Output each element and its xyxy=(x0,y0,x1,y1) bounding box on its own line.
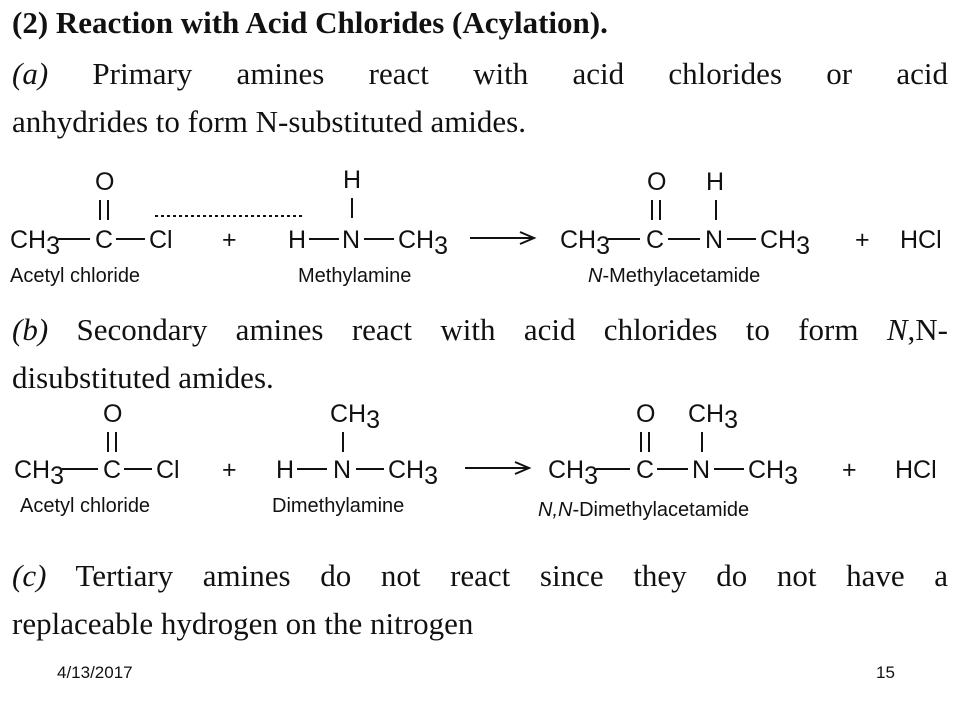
methyl-group: CH3 xyxy=(398,226,449,260)
methyl-group: CH3 xyxy=(14,456,65,490)
hydrogen-chloride: HCl xyxy=(895,456,937,484)
carbonyl-carbon: C xyxy=(636,456,655,484)
compound-name-nn-dimethylacetamide: N,N-Dimethylacetamide xyxy=(538,499,750,521)
compound-name-n-methylacetamide: N-Methylacetamide xyxy=(588,265,761,287)
methyl-group: CH3 xyxy=(760,226,811,260)
hydrogen-atom: H xyxy=(706,168,725,196)
nitrogen-atom: N xyxy=(692,456,711,484)
paragraph-b-ending: N,N- xyxy=(886,312,948,347)
oxygen-atom: O xyxy=(636,400,656,428)
methyl-group: CH3 xyxy=(748,456,799,490)
nitrogen-atom: N xyxy=(342,226,361,254)
slide-title: (2) Reaction with Acid Chlorides (Acylation). xyxy=(12,5,608,40)
methyl-group: CH3 xyxy=(688,400,739,434)
paragraph-b-text: Secondary amines react with acid chlorides to form xyxy=(76,312,859,347)
methyl-group: CH3 xyxy=(10,226,61,260)
hydrogen-chloride: HCl xyxy=(900,226,942,254)
methyl-group: CH3 xyxy=(560,226,611,260)
paragraph-c-text: Tertiary amines do not react since they do not have a xyxy=(75,558,948,593)
paragraph-b-line2: disubstituted amides. xyxy=(12,360,274,395)
reaction-scheme-acetyl-dimethylamine xyxy=(0,396,960,536)
paragraph-a-line2: anhydrides to form N-substituted amides. xyxy=(12,104,526,139)
hydrogen-atom: H xyxy=(288,226,307,254)
paragraph-a-line1 xyxy=(12,50,948,98)
paragraph-b-line1 xyxy=(12,306,948,354)
paragraph-c-line1 xyxy=(12,552,948,600)
plus-sign: + xyxy=(842,456,857,484)
plus-sign: + xyxy=(855,226,870,254)
oxygen-atom: O xyxy=(647,168,667,196)
plus-sign: + xyxy=(222,456,237,484)
paragraph-secondary-amines xyxy=(12,306,948,402)
hydrogen-atom: H xyxy=(343,166,362,194)
methyl-group: CH3 xyxy=(548,456,599,490)
compound-name-methylamine: Methylamine xyxy=(298,265,412,287)
hydrogen-atom: H xyxy=(276,456,295,484)
chlorine-atom: Cl xyxy=(156,456,180,484)
paragraph-a-label: (a) xyxy=(12,56,49,91)
reaction-scheme-acetyl-methylamine xyxy=(0,160,960,300)
methyl-group: CH3 xyxy=(388,456,439,490)
paragraph-c-label: (c) xyxy=(12,558,47,593)
paragraph-tertiary-amines xyxy=(12,552,948,648)
compound-name-dimethylamine: Dimethylamine xyxy=(272,495,405,517)
plus-sign: + xyxy=(222,226,237,254)
paragraph-c-line2: replaceable hydrogen on the nitrogen xyxy=(12,606,474,641)
paragraph-a-text: Primary amines react with acid chlorides or acid xyxy=(92,56,948,91)
compound-name-acetyl-chloride: Acetyl chloride xyxy=(20,495,151,517)
methyl-group: CH3 xyxy=(330,400,381,434)
oxygen-atom: O xyxy=(95,168,115,196)
paragraph-primary-amines xyxy=(12,50,948,146)
nitrogen-atom: N xyxy=(333,456,352,484)
carbonyl-carbon: C xyxy=(646,226,665,254)
paragraph-b-label: (b) xyxy=(12,312,49,347)
carbonyl-carbon: C xyxy=(103,456,122,484)
chlorine-atom: Cl xyxy=(149,226,173,254)
page-number: 15 xyxy=(876,663,895,682)
footer-date: 4/13/2017 xyxy=(57,663,133,682)
nitrogen-atom: N xyxy=(705,226,724,254)
compound-name-acetyl-chloride: Acetyl chloride xyxy=(10,265,141,287)
oxygen-atom: O xyxy=(103,400,123,428)
carbonyl-carbon: C xyxy=(95,226,114,254)
